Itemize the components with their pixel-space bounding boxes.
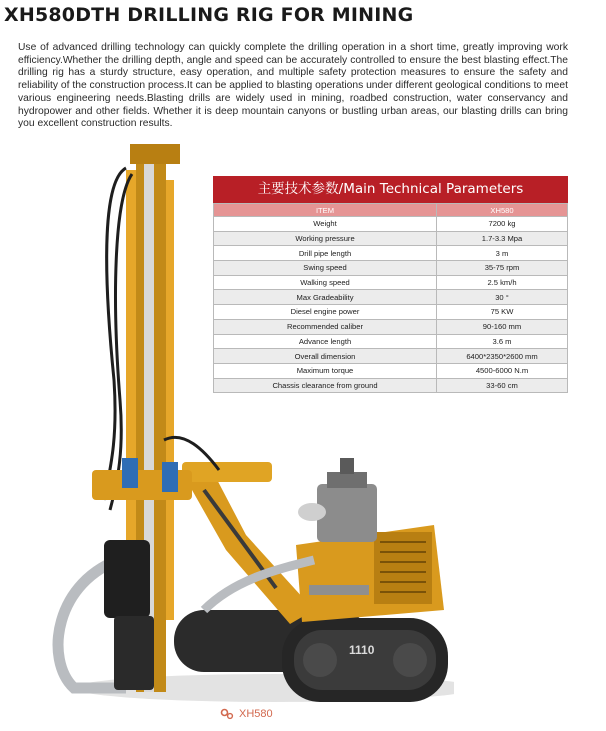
spec-item: Maximum torque — [214, 363, 437, 378]
page-title: XH580DTH DRILLING RIG FOR MINING — [4, 4, 414, 26]
spec-value: 75 KW — [437, 305, 568, 320]
boom-arm — [182, 462, 314, 624]
spec-item: Drill pipe length — [214, 246, 437, 261]
spec-item: Max Gradeability — [214, 290, 437, 305]
spec-value: 90-160 mm — [437, 319, 568, 334]
spec-value: 30 ° — [437, 290, 568, 305]
spec-item: Swing speed — [214, 261, 437, 276]
spec-value: 2.5 km/h — [437, 275, 568, 290]
drilling-rig-image — [14, 140, 454, 710]
spec-item: Recommended caliber — [214, 319, 437, 334]
spec-value: 3.6 m — [437, 334, 568, 349]
intro-paragraph: Use of advanced drilling technology can quickly complete the drilling operation in a short time, greatly improving work efficiency.Whether the drilling depth, angle and speed can be accurately controlled to ensure the best blasting effect.The drilling rig has a sturdy structure, easy operation, and multiple safety protection measures to ensure the safety and reliability of the construction process.It can be applied to blasting operations under different geological conditions to meet various engineering needs.Blasting drills are widely used in mining, roadbed construction, water conservancy and hydropower and other fields. Whether it is deep mountain canyons or bustling urban areas, our blasting drills can bring you excellent construction results. — [18, 42, 568, 130]
machine-plate-text: 1110 — [349, 643, 375, 657]
spec-item: Weight — [214, 217, 437, 232]
dust-hood — [104, 540, 154, 690]
crawler-track-front — [282, 618, 448, 702]
spec-item: Diesel engine power — [214, 305, 437, 320]
spec-item: Overall dimension — [214, 349, 437, 364]
spec-column-model: XH580 — [437, 204, 568, 217]
spec-heading: 主要技术参数/Main Technical Parameters — [213, 176, 568, 203]
spec-value: 35-75 rpm — [437, 261, 568, 276]
spec-item: Working pressure — [214, 231, 437, 246]
spec-value: 33-60 cm — [437, 378, 568, 393]
caption-label: XH580 — [239, 708, 273, 720]
caption — [220, 708, 273, 720]
spec-item: Walking speed — [214, 275, 437, 290]
gear-icon — [220, 708, 234, 720]
spec-column-item: ITEM — [214, 204, 437, 217]
spec-value: 7200 kg — [437, 217, 568, 232]
spec-value: 1.7-3.3 Mpa — [437, 231, 568, 246]
spec-value: 3 m — [437, 246, 568, 261]
spec-item: Chassis clearance from ground — [214, 378, 437, 393]
spec-item: Advance length — [214, 334, 437, 349]
spec-value: 6400*2350*2600 mm — [437, 349, 568, 364]
dust-collector — [298, 458, 377, 542]
spec-value: 4500-6000 N.m — [437, 363, 568, 378]
